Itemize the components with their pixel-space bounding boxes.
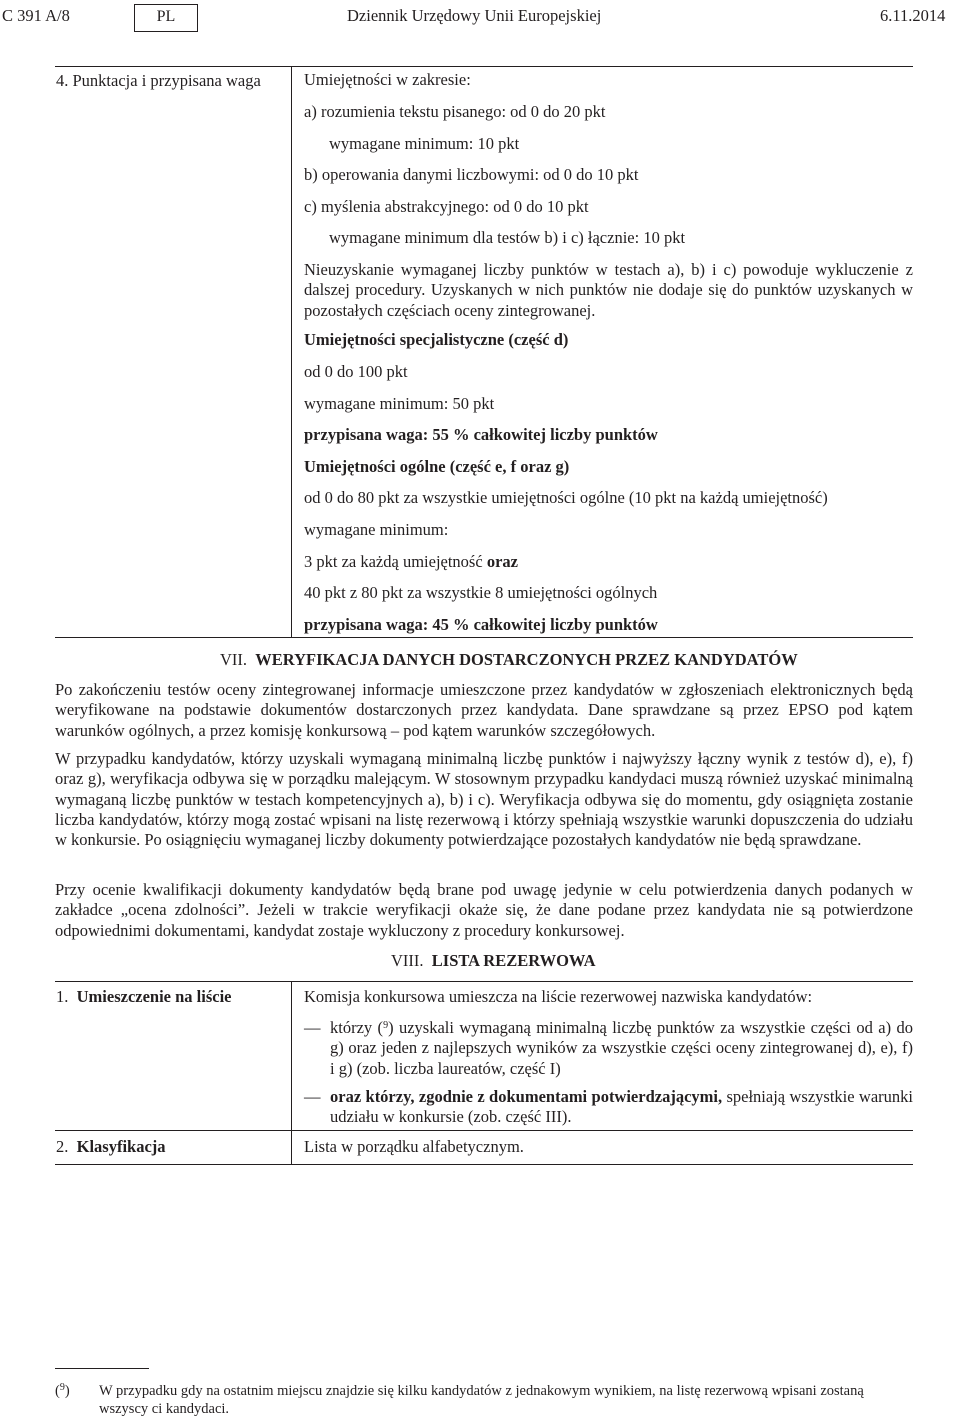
row-label-classification: 2. Klasyfikacja — [56, 1137, 166, 1156]
test-bc-minimum: wymagane minimum dla testów b) i c) łącznie: 10 pkt — [329, 228, 686, 247]
placement-condition-2: oraz którzy, zgodnie z dokumentami potwierdzającymi, spełniają wszystkie warunki udziału w konkursie (zob. część III). — [330, 1087, 913, 1127]
general-range: od 0 do 80 pkt za wszystkie umiejętności ogólne (10 pkt na każdą umiejętność) — [304, 488, 828, 507]
specialist-minimum: wymagane minimum: 50 pkt — [304, 394, 495, 413]
classification-text: Lista w porządku alfabetycznym. — [304, 1137, 524, 1156]
table-top-rule — [55, 66, 913, 67]
paragraph: Po zakończeniu testów oceny zintegrowanej informacje umieszczone przez kandydatów w zgłoszeniach elektronicznych będą weryfikowane na podstawie dokumentów dostarczonych przez kandydata. Dane sprawdzane są przez EPSO pod kątem warunków ogólnych, a przez komisję konkursową – pod kątem warunków szczegółowych. — [55, 680, 913, 740]
footnote-text: W przypadku gdy na ostatnim miejscu znajdzie się kilku kandydatów z jednakowym wynikiem, na listę rezerwową wpisani zostaną wszyscy ci kandydaci. — [99, 1383, 864, 1417]
test-c-range: c) myślenia abstrakcyjnego: od 0 do 10 pkt — [304, 197, 589, 216]
placement-condition-1: którzy ($^9$) uzyskali wymaganą minimalną liczbę punktów za wszystkie części od a) do g) oraz jeden z najlepszych wyników za wszystkie części oceny zintegrowanej d), e), f) i g) (zob. liczba laureatów, część I) — [330, 1018, 913, 1078]
section-heading-8: VIII. LISTA REZERWOWA — [391, 951, 596, 970]
publication-date: 6.11.2014 — [880, 6, 946, 25]
reserve-table-row-rule — [55, 1130, 913, 1131]
dash-mark: — — [304, 1018, 321, 1037]
specialist-weight: przypisana waga: 55 % całkowitej liczby punktów — [304, 425, 658, 444]
language-code: PL — [134, 4, 198, 32]
test-a-range: a) rozumienia tekstu pisanego: od 0 do 20 pkt — [304, 102, 606, 121]
reserve-table-top-rule — [55, 981, 913, 982]
test-b-range: b) operowania danymi liczbowymi: od 0 do 10 pkt — [304, 165, 639, 184]
reserve-table-divider — [291, 981, 292, 1165]
skills-heading: Umiejętności w zakresie: — [304, 70, 471, 89]
placement-intro: Komisja konkursowa umieszcza na liście rezerwowej nazwiska kandydatów: — [304, 987, 813, 1006]
general-skills-heading: Umiejętności ogólne (część e, f oraz g) — [304, 457, 570, 476]
general-minimum-per-skill: 3 pkt za każdą umiejętność oraz — [304, 552, 518, 571]
general-minimum-total: 40 pkt z 80 pkt za wszystkie 8 umiejętności ogólnych — [304, 583, 658, 602]
specialist-range: od 0 do 100 pkt — [304, 362, 408, 381]
elimination-note: Nieuzyskanie wymaganej liczby punktów w testach a), b) i c) powoduje wykluczenie z dalszej procedury. Uzyskanych w nich punktów nie dodaje się do punktów uzyskanych w pozostałych częściach oceny zintegrowanej. — [304, 260, 913, 320]
footnote-ref: 9 — [383, 1020, 389, 1031]
general-minimum-label: wymagane minimum: — [304, 520, 449, 539]
general-weight: przypisana waga: 45 % całkowitej liczby punktów — [304, 615, 658, 634]
section-heading-7: VII. WERYFIKACJA DANYCH DOSTARCZONYCH PRZEZ KANDYDATÓW — [220, 650, 798, 669]
table-column-divider — [291, 66, 292, 637]
oj-reference: C 391 A/8 — [2, 6, 70, 25]
row-label-scoring: 4. Punktacja i przypisana waga — [56, 71, 261, 90]
dash-mark: — — [304, 1087, 321, 1106]
table-bottom-rule — [55, 637, 913, 638]
test-a-minimum: wymagane minimum: 10 pkt — [329, 134, 520, 153]
paragraph: Przy ocenie kwalifikacji dokumenty kandydatów będą brane pod uwagę jedynie w celu potwierdzenia danych podanych w zakładce „ocena zdolności”. Jeżeli w trakcie weryfikacji okaże się, że dane podane przez kandydata nie są potwierdzone odpowiednimi dokumentami, kandydat zostaje wykluczony z procedury konkursowej. — [55, 880, 913, 940]
journal-title: Dziennik Urzędowy Unii Europejskiej — [347, 6, 602, 25]
specialist-skills-heading: Umiejętności specjalistyczne (część d) — [304, 330, 569, 349]
footnote-rule — [55, 1368, 149, 1369]
paragraph: W przypadku kandydatów, którzy uzyskali wymaganą minimalną liczbę punktów i najwyższy łączny wynik z testów d), e), f) oraz g), weryfikacja odbywa się w porządku malejącym. W stosownym przypadku kandydaci muszą również uzyskać minimalną wymaganą liczbę punktów w testach kompetencyjnych a), b) i c). Weryfikacja odbywa się do momentu, gdy osiągnięta zostanie liczba kandydatów, którzy mogą zostać wpisani na listę rezerwową i którzy spełniają wszystkie warunki dopuszczenia do udziału w konkursie. Po osiągnięciu wymaganej liczby dokumenty potwierdzające pozostałych kandydatów nie będą sprawdzane. — [55, 749, 913, 850]
reserve-table-bottom-rule — [55, 1164, 913, 1165]
row-label-placement: 1. Umieszczenie na liście — [56, 987, 232, 1006]
footnote-marker: ($^9$) — [55, 1382, 70, 1399]
